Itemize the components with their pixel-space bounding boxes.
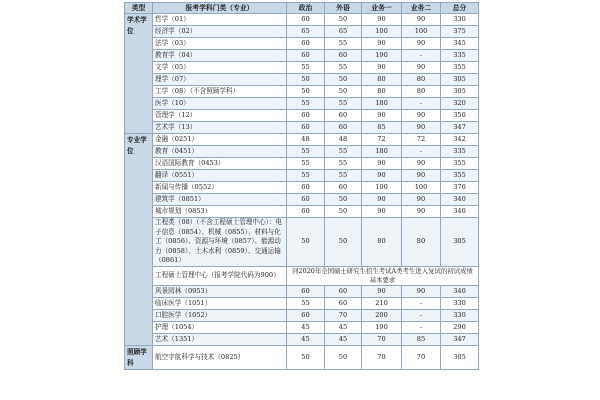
subject-cell: 教育学（04） bbox=[153, 50, 287, 62]
foreign-language-cell: 60 bbox=[325, 297, 362, 309]
table-row bbox=[125, 182, 479, 194]
politics-cell: 60 bbox=[287, 110, 325, 122]
total-cell: 305 bbox=[441, 86, 479, 98]
subject-cell: 风景园林（0953） bbox=[153, 285, 287, 297]
politics-cell: 45 bbox=[287, 321, 325, 333]
table-row bbox=[125, 14, 479, 26]
table-row bbox=[125, 333, 479, 345]
total-cell: 335 bbox=[441, 146, 479, 158]
politics-cell: 60 bbox=[287, 122, 325, 134]
score-table bbox=[124, 2, 479, 370]
header-foreign-language: 外语 bbox=[325, 3, 362, 14]
subject-cell: 航空宇航科学与技术（0825） bbox=[153, 345, 287, 369]
course-two-cell: 90 bbox=[402, 110, 441, 122]
total-cell: 347 bbox=[441, 333, 479, 345]
foreign-language-cell: 60 bbox=[325, 122, 362, 134]
subject-cell: 医学（10） bbox=[153, 98, 287, 110]
subject-cell: 金融（0251） bbox=[153, 134, 287, 146]
header-politics: 政治 bbox=[287, 3, 325, 14]
subject-cell: 汉语国际教育（0453） bbox=[153, 158, 287, 170]
course-one-cell: 190 bbox=[362, 321, 402, 333]
course-one-cell: 90 bbox=[362, 158, 402, 170]
table-row bbox=[125, 86, 479, 98]
table-row bbox=[125, 345, 479, 369]
foreign-language-cell: 50 bbox=[325, 74, 362, 86]
course-two-cell: 90 bbox=[402, 170, 441, 182]
total-cell: 305 bbox=[441, 218, 479, 267]
politics-cell: 50 bbox=[287, 74, 325, 86]
header-course-two: 业务二 bbox=[402, 3, 441, 14]
total-cell: 320 bbox=[441, 98, 479, 110]
table-header-row bbox=[125, 3, 479, 14]
politics-cell: 65 bbox=[287, 26, 325, 38]
course-two-cell: 70 bbox=[402, 345, 441, 369]
course-one-cell: 100 bbox=[362, 26, 402, 38]
politics-cell: 60 bbox=[287, 182, 325, 194]
foreign-language-cell: 55 bbox=[325, 146, 362, 158]
note-cell: 同2020年全国硕士研究生招生考试A类考生进入复试的初试成绩基本要求 bbox=[287, 266, 479, 285]
table-row bbox=[125, 26, 479, 38]
subject-cell: 工学（08）（不含照顾学科） bbox=[153, 86, 287, 98]
politics-cell: 50 bbox=[287, 345, 325, 369]
course-two-cell: - bbox=[402, 309, 441, 321]
total-cell: 355 bbox=[441, 62, 479, 74]
politics-cell: 55 bbox=[287, 62, 325, 74]
foreign-language-cell: 55 bbox=[325, 62, 362, 74]
subject-cell: 教育（0451） bbox=[153, 146, 287, 158]
foreign-language-cell: 60 bbox=[325, 50, 362, 62]
foreign-language-cell: 65 bbox=[325, 26, 362, 38]
table-row bbox=[125, 194, 479, 206]
politics-cell: 55 bbox=[287, 98, 325, 110]
course-one-cell: 90 bbox=[362, 170, 402, 182]
course-one-cell: 90 bbox=[362, 38, 402, 50]
total-cell: 340 bbox=[441, 206, 479, 218]
subject-cell: 经济学（02） bbox=[153, 26, 287, 38]
total-cell: 347 bbox=[441, 122, 479, 134]
politics-cell: 60 bbox=[287, 38, 325, 50]
table-row bbox=[125, 122, 479, 134]
course-two-cell: 100 bbox=[402, 182, 441, 194]
subject-cell: 管理学（12） bbox=[153, 110, 287, 122]
table-row bbox=[125, 170, 479, 182]
header-subject: 报考学科门类（专业） bbox=[153, 3, 287, 14]
subject-cell: 法学（03） bbox=[153, 38, 287, 50]
course-one-cell: 200 bbox=[362, 309, 402, 321]
total-cell: 375 bbox=[441, 26, 479, 38]
subject-cell: 新闻与传播（0552） bbox=[153, 182, 287, 194]
table-row bbox=[125, 309, 479, 321]
table-row bbox=[125, 50, 479, 62]
total-cell: 330 bbox=[441, 14, 479, 26]
foreign-language-cell: 50 bbox=[325, 206, 362, 218]
course-one-cell: 180 bbox=[362, 98, 402, 110]
header-type: 类型 bbox=[125, 3, 153, 14]
total-cell: 305 bbox=[441, 74, 479, 86]
course-two-cell: 90 bbox=[402, 14, 441, 26]
subject-cell: 建筑学（0851） bbox=[153, 194, 287, 206]
politics-cell: 55 bbox=[287, 297, 325, 309]
politics-cell: 50 bbox=[287, 86, 325, 98]
table-row bbox=[125, 158, 479, 170]
course-one-cell: 90 bbox=[362, 206, 402, 218]
foreign-language-cell: 45 bbox=[325, 321, 362, 333]
table-row bbox=[125, 297, 479, 309]
course-two-cell: - bbox=[402, 146, 441, 158]
politics-cell: 60 bbox=[287, 14, 325, 26]
course-one-cell: 80 bbox=[362, 218, 402, 267]
header-total: 总分 bbox=[441, 3, 479, 14]
course-two-cell: 90 bbox=[402, 194, 441, 206]
table-row bbox=[125, 62, 479, 74]
total-cell: 370 bbox=[441, 182, 479, 194]
foreign-language-cell: 60 bbox=[325, 285, 362, 297]
total-cell: 340 bbox=[441, 285, 479, 297]
course-two-cell: 80 bbox=[402, 218, 441, 267]
course-one-cell: 90 bbox=[362, 110, 402, 122]
total-cell: 335 bbox=[441, 50, 479, 62]
course-one-cell: 80 bbox=[362, 86, 402, 98]
foreign-language-cell: 50 bbox=[325, 14, 362, 26]
course-two-cell: 72 bbox=[402, 134, 441, 146]
foreign-language-cell: 55 bbox=[325, 38, 362, 50]
foreign-language-cell: 45 bbox=[325, 333, 362, 345]
foreign-language-cell: 55 bbox=[325, 158, 362, 170]
course-one-cell: 210 bbox=[362, 297, 402, 309]
course-one-cell: 90 bbox=[362, 194, 402, 206]
header-course-one: 业务一 bbox=[362, 3, 402, 14]
politics-cell: 60 bbox=[287, 194, 325, 206]
foreign-language-cell: 48 bbox=[325, 134, 362, 146]
politics-cell: 45 bbox=[287, 333, 325, 345]
politics-cell: 60 bbox=[287, 285, 325, 297]
politics-cell: 60 bbox=[287, 309, 325, 321]
subject-cell: 护理（1054） bbox=[153, 321, 287, 333]
foreign-language-cell: 60 bbox=[325, 110, 362, 122]
course-two-cell: - bbox=[402, 297, 441, 309]
subject-cell: 城市规划（0853） bbox=[153, 206, 287, 218]
subject-cell: 临床医学（1051） bbox=[153, 297, 287, 309]
subject-cell: 工程类（08）（不含工程硕士管理中心）：电子信息（0854）、机械（0855）、材料与化工（0856）、资源与环境（0857）、能源动力（0858）、土木水利（0859）、交通运输（0861） bbox=[153, 218, 287, 267]
score-table-wrapper bbox=[124, 2, 478, 370]
table-body bbox=[125, 14, 479, 370]
subject-cell: 艺术学（13） bbox=[153, 122, 287, 134]
foreign-language-cell: 50 bbox=[325, 194, 362, 206]
table-row bbox=[125, 206, 479, 218]
course-two-cell: 90 bbox=[402, 38, 441, 50]
total-cell: 342 bbox=[441, 134, 479, 146]
foreign-language-cell: 50 bbox=[325, 86, 362, 98]
course-one-cell: 190 bbox=[362, 50, 402, 62]
subject-cell: 哲学（01） bbox=[153, 14, 287, 26]
course-two-cell: 90 bbox=[402, 62, 441, 74]
category-cell: 照顾学科 bbox=[125, 345, 153, 369]
course-one-cell: 85 bbox=[362, 122, 402, 134]
course-two-cell: 90 bbox=[402, 285, 441, 297]
total-cell: 330 bbox=[441, 309, 479, 321]
subject-cell: 艺术（1351） bbox=[153, 333, 287, 345]
subject-cell: 文学（05） bbox=[153, 62, 287, 74]
course-two-cell: - bbox=[402, 321, 441, 333]
course-two-cell: 80 bbox=[402, 74, 441, 86]
foreign-language-cell: 50 bbox=[325, 218, 362, 267]
course-one-cell: 70 bbox=[362, 345, 402, 369]
course-one-cell: 70 bbox=[362, 333, 402, 345]
subject-cell: 理学（07） bbox=[153, 74, 287, 86]
course-two-cell: 85 bbox=[402, 333, 441, 345]
total-cell: 290 bbox=[441, 321, 479, 333]
course-two-cell: 90 bbox=[402, 122, 441, 134]
table-row bbox=[125, 110, 479, 122]
subject-cell: 口腔医学（1052） bbox=[153, 309, 287, 321]
foreign-language-cell: 60 bbox=[325, 182, 362, 194]
politics-cell: 55 bbox=[287, 146, 325, 158]
total-cell: 345 bbox=[441, 38, 479, 50]
table-row bbox=[125, 74, 479, 86]
total-cell: 355 bbox=[441, 170, 479, 182]
table-row bbox=[125, 38, 479, 50]
course-one-cell: 90 bbox=[362, 62, 402, 74]
politics-cell: 55 bbox=[287, 158, 325, 170]
table-row bbox=[125, 98, 479, 110]
category-cell: 学术学位 bbox=[125, 14, 153, 134]
subject-cell: 工程硕士管理中心（报考学院代码为900） bbox=[153, 266, 287, 285]
table-row bbox=[125, 285, 479, 297]
table-row bbox=[125, 218, 479, 267]
subject-cell: 翻译（0551） bbox=[153, 170, 287, 182]
total-cell: 350 bbox=[441, 110, 479, 122]
politics-cell: 50 bbox=[287, 218, 325, 267]
course-one-cell: 100 bbox=[362, 182, 402, 194]
total-cell: 340 bbox=[441, 194, 479, 206]
politics-cell: 48 bbox=[287, 134, 325, 146]
foreign-language-cell: 70 bbox=[325, 309, 362, 321]
course-one-cell: 90 bbox=[362, 285, 402, 297]
table-row bbox=[125, 321, 479, 333]
total-cell: 330 bbox=[441, 297, 479, 309]
total-cell: 355 bbox=[441, 158, 479, 170]
course-one-cell: 80 bbox=[362, 74, 402, 86]
course-two-cell: 90 bbox=[402, 206, 441, 218]
table-row bbox=[125, 266, 479, 285]
course-one-cell: 90 bbox=[362, 14, 402, 26]
politics-cell: 60 bbox=[287, 50, 325, 62]
politics-cell: 55 bbox=[287, 170, 325, 182]
course-two-cell: - bbox=[402, 50, 441, 62]
course-two-cell: - bbox=[402, 98, 441, 110]
total-cell: 305 bbox=[441, 345, 479, 369]
table-row bbox=[125, 146, 479, 158]
foreign-language-cell: 55 bbox=[325, 98, 362, 110]
course-two-cell: 100 bbox=[402, 26, 441, 38]
foreign-language-cell: 55 bbox=[325, 170, 362, 182]
course-two-cell: 80 bbox=[402, 86, 441, 98]
foreign-language-cell: 50 bbox=[325, 345, 362, 369]
course-one-cell: 180 bbox=[362, 146, 402, 158]
course-one-cell: 72 bbox=[362, 134, 402, 146]
politics-cell: 60 bbox=[287, 206, 325, 218]
category-cell: 专业学位 bbox=[125, 134, 153, 346]
course-two-cell: 90 bbox=[402, 158, 441, 170]
table-row bbox=[125, 134, 479, 146]
